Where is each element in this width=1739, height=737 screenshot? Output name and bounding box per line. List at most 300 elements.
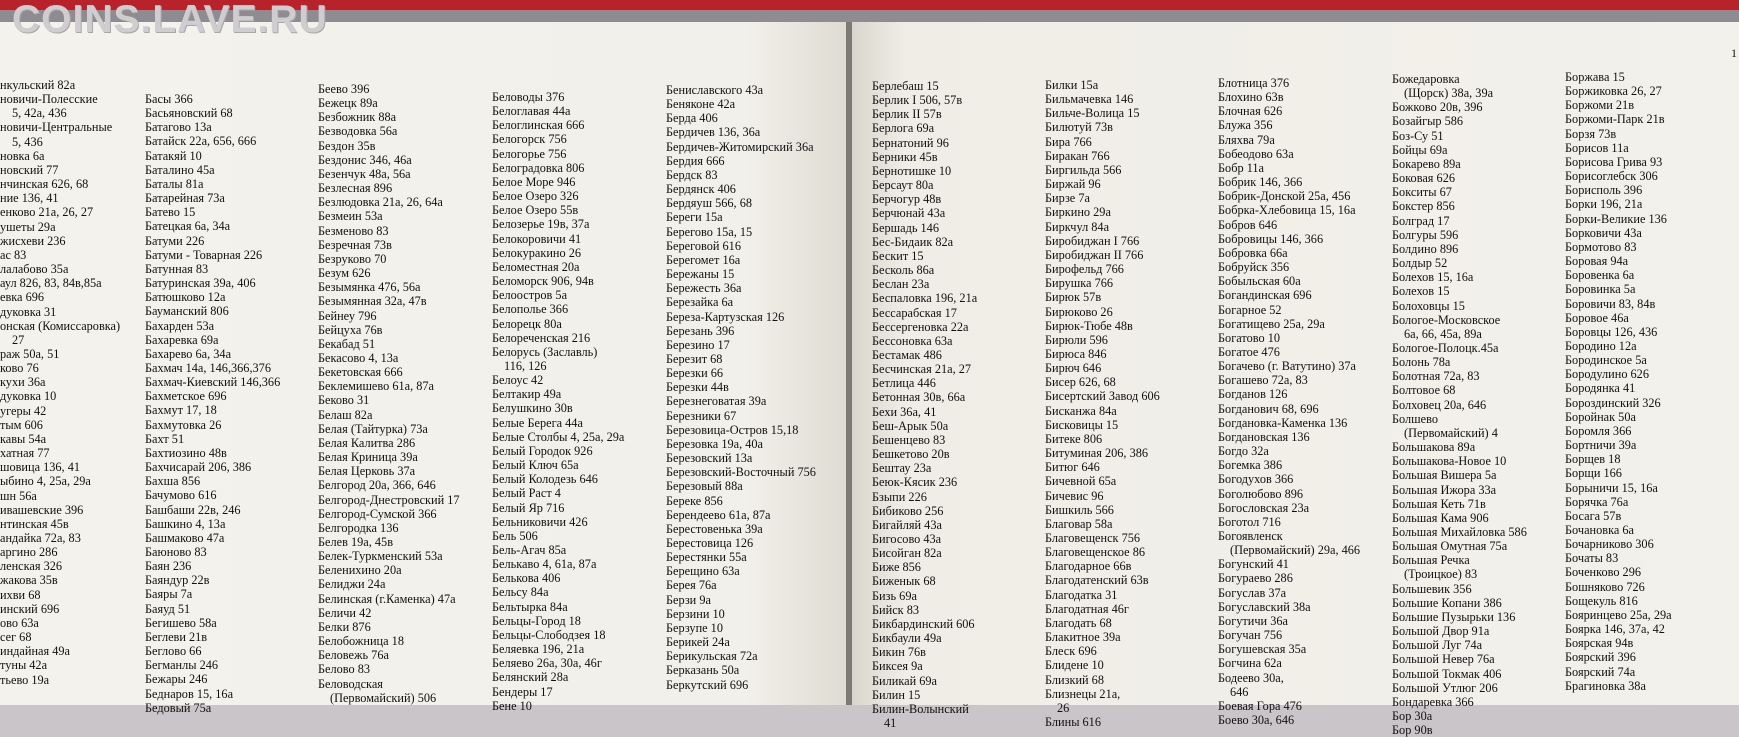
index-entry: Берчогур 48в: [872, 192, 942, 207]
index-column: [0, 78, 120, 687]
index-entry: ово 63а: [0, 615, 39, 630]
index-entry: Безмеин 53а: [318, 209, 383, 224]
index-entry: дуковка 10: [0, 389, 57, 404]
index-entry: (Первомайский) 29а, 466: [1230, 543, 1361, 558]
index-entry: Беево 396: [318, 82, 370, 96]
index-entry: Боровая 94а: [1565, 254, 1629, 269]
index-entry: Бояринцево 25а, 29а: [1565, 607, 1672, 622]
index-entry: Белгородка 136: [318, 520, 399, 535]
index-entry: Бель-Агач 85а: [492, 543, 567, 557]
index-entry: Бейнеу 796: [318, 308, 377, 323]
index-entry: Боромля 366: [1565, 423, 1632, 438]
index-entry: Беломорск 906, 94в: [492, 274, 594, 289]
index-entry: Бзыпи 226: [872, 489, 927, 504]
index-entry: Бескит 15: [872, 248, 924, 263]
index-entry: Батюшково 12а: [145, 290, 226, 305]
index-entry: Бель 506: [492, 528, 538, 543]
index-entry: Беляево 26а, 30а, 46г: [492, 656, 602, 671]
index-entry: Бирзе 7а: [1045, 191, 1090, 206]
index-entry: Березнеговатая 39а: [666, 394, 767, 409]
index-entry: Большакова-Новое 10: [1392, 454, 1507, 469]
index-entry: Белые Берега 44а: [492, 415, 583, 430]
index-entry: 5, 42а, 436: [12, 106, 67, 121]
index-entry: Бегишево 58а: [145, 615, 217, 630]
index-entry: туны 42а: [0, 658, 48, 673]
index-entry: Безлюдовка 21а, 26, 64а: [318, 195, 443, 210]
index-column: [318, 82, 460, 705]
index-entry: Белек-Туркменский 53а: [318, 549, 443, 564]
index-entry: Бездон 35в: [318, 138, 376, 153]
index-entry: Баталино 45а: [145, 162, 215, 177]
index-entry: Бердичев 136, 36а: [666, 125, 761, 140]
index-column: [1392, 72, 1527, 737]
index-entry: Бокситы 67: [1392, 185, 1452, 200]
index-entry: Большая Ижора 33а: [1392, 482, 1497, 497]
index-entry: Белый Колодезь 646: [492, 472, 598, 487]
index-entry: Беличи 42: [318, 605, 372, 620]
index-entry: Биржай 96: [1045, 177, 1101, 192]
index-entry: Богашево 72а, 83: [1218, 373, 1308, 388]
index-entry: инский 696: [0, 601, 60, 616]
index-entry: Баяуд 51: [145, 601, 191, 616]
index-entry: Береза-Картузская 126: [666, 309, 785, 324]
index-entry: Билки 15а: [1045, 78, 1099, 92]
index-entry: Бендеры 17: [492, 684, 553, 699]
index-entry: Берестянки 55а: [666, 550, 747, 565]
index-entry: Берлик II 57в: [872, 107, 942, 122]
index-entry: (Первомайский) 506: [330, 690, 437, 705]
index-entry: Берендеево 61а, 87а: [666, 507, 771, 522]
index-entry: Белогорск 756: [492, 132, 567, 147]
index-entry: Белькова 406: [492, 571, 561, 586]
index-entry: Белоус 42: [492, 373, 544, 388]
index-entry: новичи-Полесские: [0, 92, 98, 107]
index-entry: Безменово 83: [318, 223, 389, 238]
index-entry: Батунная 83: [145, 261, 209, 276]
index-entry: жакова 35в: [0, 573, 58, 588]
index-entry: Батакяй 10: [145, 148, 202, 163]
index-entry: Бийск 83: [872, 602, 920, 617]
index-entry: Биже 856: [872, 560, 921, 575]
index-entry: Березовка 19а, 40а: [666, 436, 763, 451]
index-entry: Болград 17: [1392, 213, 1450, 228]
index-entry: Битеке 806: [1045, 431, 1103, 446]
index-entry: Белокуракино 26: [492, 245, 582, 260]
index-entry: Безводовка 56а: [318, 124, 398, 139]
index-entry: Бляхва 79а: [1218, 132, 1275, 147]
index-entry: Благодатная 46г: [1045, 601, 1129, 616]
index-column: [666, 83, 816, 692]
index-entry: Близкий 68: [1045, 672, 1104, 687]
index-entry: Белый Ключ 65а: [492, 458, 579, 473]
index-entry: Богдановская 136: [1218, 429, 1310, 444]
index-entry: Борки-Великие 136: [1565, 211, 1667, 226]
index-entry: Бережаны 15: [666, 267, 735, 282]
index-column: [1045, 78, 1160, 729]
index-entry: Бобр 11а: [1218, 160, 1264, 175]
index-entry: Белгород-Сумской 366: [318, 506, 437, 521]
index-entry: Берлик I 506, 57в: [872, 93, 963, 108]
index-entry: Бошняково 726: [1565, 579, 1645, 594]
index-entry: Бородино 12а: [1565, 338, 1637, 353]
index-entry: евка 696: [0, 290, 45, 305]
index-entry: Богодухов 366: [1218, 472, 1294, 487]
index-entry: Беспаловка 196, 21а: [872, 291, 978, 306]
index-entry: Бельниковичи 426: [492, 514, 588, 529]
index-entry: Баталы 81а: [145, 176, 204, 191]
index-entry: Богураево 286: [1218, 571, 1293, 586]
index-entry: Боготол 716: [1218, 514, 1281, 529]
index-entry: Бельтырка 84а: [492, 599, 568, 614]
index-entry: новичи-Центральные: [0, 120, 113, 135]
index-entry: Билютуй 73в: [1045, 120, 1113, 135]
index-entry: Боровое 46а: [1565, 310, 1629, 325]
index-entry: Белый Яр 716: [492, 500, 565, 515]
index-entry: Богушевская 35а: [1218, 642, 1307, 657]
index-entry: Болонь 78а: [1392, 355, 1451, 370]
index-entry: Бокстер 856: [1392, 199, 1455, 214]
index-entry: Бира 766: [1045, 134, 1092, 149]
index-entry: Бегманлы 246: [145, 658, 219, 673]
index-entry: Биргильда 566: [1045, 162, 1122, 177]
index-entry: Бороздинский 326: [1565, 395, 1661, 410]
index-entry: Белогорье 756: [492, 146, 567, 161]
index-entry: Болгуры 596: [1392, 227, 1459, 242]
index-entry: Билин-Волынский: [872, 701, 969, 716]
index-entry: Бодеево 30а,: [1218, 670, 1284, 685]
index-entry: Борщев 18: [1565, 452, 1621, 467]
index-entry: Болховец 20а, 646: [1392, 397, 1487, 412]
index-entry: Белушкино 30в: [492, 401, 573, 416]
index-entry: Белорецк 80а: [492, 316, 562, 331]
index-entry: Бернотишке 10: [872, 163, 952, 178]
index-entry: Богемка 386: [1218, 458, 1283, 473]
index-entry: Бирушка 766: [1045, 276, 1114, 291]
index-entry: Бахарево 6а, 34а: [145, 346, 232, 361]
index-entry: Бозайгыр 586: [1392, 114, 1464, 129]
index-entry: Боржава 15: [1565, 70, 1625, 84]
index-entry: Бахмутовка 26: [145, 417, 222, 432]
index-entry: Большакова 89а: [1392, 440, 1476, 455]
index-entry: Бочановка 6а: [1565, 523, 1634, 537]
watermark: COINS.LAVE.RU: [12, 0, 328, 41]
index-entry: Богатое 476: [1218, 344, 1280, 359]
index-entry: Бичевис 96: [1045, 488, 1104, 503]
index-entry: Бисковицы 15: [1045, 417, 1119, 432]
index-entry: Богунский 41: [1218, 557, 1289, 572]
index-entry: ние 136, 41: [0, 191, 59, 206]
index-entry: нтинская 45в: [0, 516, 69, 531]
index-entry: Биркчул 84а: [1045, 219, 1110, 234]
index-entry: Бор 30а: [1392, 709, 1433, 724]
index-entry: Близнецы 21а,: [1045, 686, 1121, 701]
index-entry: Берзупе 10: [666, 620, 723, 635]
index-entry: Божедаровка: [1392, 72, 1460, 86]
index-entry: Берегомет 16а: [666, 252, 741, 267]
index-entry: Бизь 69а: [872, 588, 917, 603]
index-entry: Боржиковка 26, 27: [1565, 84, 1662, 99]
index-entry: Большевик 356: [1392, 581, 1472, 596]
index-entry: Болоховцы 15: [1392, 298, 1465, 313]
index-entry: Бобровка 66а: [1218, 245, 1288, 260]
index-entry: Белоглинская 666: [492, 118, 585, 133]
index-entry: Бершадь 146: [872, 220, 939, 235]
index-entry: Белый Городок 926: [492, 443, 593, 458]
index-entry: Белокоровичи 41: [492, 231, 582, 246]
index-entry: Благодатка 31: [1045, 587, 1118, 602]
index-entry: Бирюк 57в: [1045, 290, 1102, 305]
index-entry: Биракан 766: [1045, 148, 1110, 163]
index-entry: Беклемишево 61а, 87а: [318, 379, 434, 394]
index-entry: Борзя 73в: [1565, 126, 1617, 141]
index-entry: Белев 19а, 45в: [318, 535, 394, 549]
index-entry: Благодатенский 63в: [1045, 573, 1149, 588]
index-entry: Бахтиозино 48в: [145, 445, 227, 460]
index-entry: Бочаты 83: [1565, 551, 1619, 566]
index-entry: Борисова Грива 93: [1565, 154, 1663, 169]
index-entry: Бисер 626, 68: [1045, 375, 1116, 390]
index-entry: Белый Раст 4: [492, 486, 561, 501]
index-entry: Бельсу 84а: [492, 585, 549, 600]
index-entry: Богуславский 38а: [1218, 599, 1311, 614]
index-entry: Бахт 51: [145, 431, 185, 446]
index-entry: Батуринская 39а, 406: [145, 276, 256, 291]
index-entry: Березовский-Восточный 756: [666, 465, 816, 480]
index-entry: Бехи 36а, 41: [872, 404, 937, 419]
index-entry: Бирюково 26: [1045, 304, 1113, 319]
index-entry: Боярский 396: [1565, 650, 1636, 665]
index-entry: Бочарниково 306: [1565, 537, 1654, 552]
index-entry: 6а, 66, 45а, 89а: [1404, 326, 1482, 341]
index-entry: Бердичев-Житомирский 36а: [666, 139, 814, 154]
index-entry: Бощекуль 816: [1565, 593, 1638, 608]
index-entry: Богданов 126: [1218, 387, 1288, 402]
index-entry: Берчюнай 43а: [872, 206, 946, 221]
index-entry: ивашевские 396: [0, 502, 84, 517]
index-entry: Бирофельд 766: [1045, 262, 1124, 277]
index-entry: Блины 616: [1045, 715, 1101, 730]
index-entry: енково 21а, 26, 27: [0, 205, 94, 220]
index-entry: Березит 68: [666, 351, 723, 366]
index-entry: Блакитное 39а: [1045, 630, 1121, 645]
index-entry: Биженык 68: [872, 574, 936, 589]
index-entry: индайная 49а: [0, 644, 70, 659]
index-entry: Богатищево 25а, 29а: [1218, 316, 1325, 331]
index-entry: Блохино 63в: [1218, 90, 1284, 105]
index-entry: Берлебаш 15: [872, 79, 939, 93]
index-entry: Большой Токмак 406: [1392, 666, 1502, 681]
index-entry: Болтовое 68: [1392, 383, 1456, 398]
index-entry: аргино 286: [0, 545, 58, 560]
index-entry: Берестовица 126: [666, 536, 754, 550]
index-entry: Богословская 23а: [1218, 500, 1310, 515]
index-entry: Белая (Тайтурка) 73а: [318, 421, 428, 436]
index-entry: Бахмач 14а, 146,366,376: [145, 360, 271, 375]
index-column: [872, 79, 977, 730]
index-entry: нчинская 626, 68: [0, 177, 89, 192]
index-entry: Берсаут 80а: [872, 178, 934, 193]
index-entry: Борячка 76а: [1565, 494, 1629, 509]
index-entry: Бобыльская 60а: [1218, 274, 1301, 289]
index-entry: Басьяновский 68: [145, 106, 233, 121]
index-entry: Берлога 69а: [872, 121, 935, 136]
index-entry: Богоявленск: [1218, 529, 1283, 543]
index-entry: Боровинка 5а: [1565, 282, 1636, 297]
index-column: [145, 92, 280, 715]
index-entry: Бельцы-Слободзея 18: [492, 627, 606, 642]
index-entry: Бачумово 616: [145, 488, 217, 503]
index-entry: 27: [12, 332, 25, 347]
index-entry: Берикульская 72а: [666, 649, 758, 664]
index-entry: Башкино 4, 13а: [145, 516, 226, 531]
index-entry: Богарное 52: [1218, 302, 1282, 317]
index-entry: Биркино 29а: [1045, 205, 1111, 220]
index-entry: Большой Утлюг 206: [1392, 680, 1498, 695]
index-entry: Боярка 146, 37а, 42: [1565, 622, 1665, 637]
index-entry: аул 826, 83, 84в,85а: [0, 276, 102, 291]
index-entry: Боево 30а, 646: [1218, 713, 1295, 728]
index-entry: Бездонис 346, 46а: [318, 152, 412, 167]
index-entry: Бежары 246: [145, 672, 208, 687]
index-entry: Богдо 32а: [1218, 444, 1269, 459]
index-entry: шовица 136, 41: [0, 460, 81, 475]
index-entry: Басы 366: [145, 92, 193, 106]
index-entry: Бедовый 75а: [145, 700, 212, 715]
index-entry: Богачево (г. Ватутино) 37а: [1218, 359, 1357, 374]
index-entry: Богуслав 37а: [1218, 585, 1287, 600]
index-entry: Блочная 626: [1218, 104, 1283, 119]
index-entry: Березовый 88а: [666, 479, 743, 494]
index-entry: Благовещенск 756: [1045, 531, 1141, 545]
index-entry: Бахмут 17, 18: [145, 403, 217, 418]
index-entry: Боровенка 6а: [1565, 268, 1635, 283]
index-entry: Болехов 15, 16а: [1392, 270, 1474, 285]
index-entry: Белово 83: [318, 662, 371, 677]
index-entry: Блеск 696: [1045, 644, 1097, 659]
index-entry: лалабово 35а: [0, 262, 69, 277]
index-entry: Белоградовка 806: [492, 160, 585, 175]
index-entry: 41: [884, 716, 897, 731]
index-entry: Безенчук 48а, 56а: [318, 166, 411, 181]
index-entry: Борки 196, 21а: [1565, 197, 1643, 212]
index-entry: Бене 10: [492, 698, 532, 713]
index-entry: 116, 126: [504, 358, 547, 373]
index-entry: Беловежь 76а: [318, 648, 389, 663]
index-entry: Белобожница 18: [318, 634, 404, 649]
index-entry: Большой Луг 74а: [1392, 638, 1483, 653]
index-entry: Богатово 10: [1218, 330, 1280, 345]
index-entry: Боз-Су 51: [1392, 128, 1444, 143]
index-entry: Батецкая 6а, 34а: [145, 219, 231, 234]
index-entry: Большая Кеть 71в: [1392, 496, 1486, 511]
index-entry: Баяры 7а: [145, 587, 193, 602]
index-entry: Большая Михайловка 586: [1392, 525, 1527, 539]
index-entry: Биробиджан I 766: [1045, 233, 1140, 248]
index-entry: Бобеодово 63а: [1218, 146, 1294, 161]
index-entry: Белорусь (Заславль): [492, 344, 598, 359]
index-entry: ас 83: [0, 247, 27, 262]
index-entry: Батарейная 73а: [145, 191, 225, 206]
index-entry: 646: [1230, 684, 1249, 699]
index-entry: Белое Море 946: [492, 174, 576, 189]
index-entry: Березки 44в: [666, 380, 729, 395]
index-entry: тым 606: [0, 417, 43, 432]
index-entry: Божково 20в, 396: [1392, 100, 1483, 115]
index-entry: тьево 19а: [0, 672, 50, 687]
index-entry: Бейцуха 76в: [318, 322, 383, 337]
index-entry: Бахаревка 69а: [145, 332, 219, 347]
index-entry: Беково 31: [318, 393, 370, 408]
index-entry: Большая Омутная 75а: [1392, 539, 1508, 554]
index-entry: Большие Пузырьки 136: [1392, 609, 1516, 624]
index-entry: Белополье 366: [492, 302, 569, 317]
index-entry: Битюг 646: [1045, 460, 1100, 475]
index-entry: Боржоми-Парк 21в: [1565, 112, 1665, 127]
index-entry: Бородулино 626: [1565, 367, 1649, 382]
index-entry: Бахарден 53а: [145, 318, 215, 333]
index-entry: Богандинская 696: [1218, 288, 1312, 303]
index-entry: Батуми 226: [145, 233, 205, 248]
index-entry: Берея 76а: [666, 578, 717, 593]
index-entry: Березовский 13а: [666, 451, 753, 466]
index-entry: Бирюч 646: [1045, 361, 1102, 376]
index-entry: Бортничи 39а: [1565, 438, 1637, 453]
index-entry: Боярский 74а: [1565, 664, 1636, 679]
index-entry: Большая Кама 906: [1392, 510, 1489, 525]
index-entry: Бобруйск 356: [1218, 260, 1290, 275]
index-entry: Бойцы 69а: [1392, 142, 1448, 157]
index-entry: Благовещенское 86: [1045, 545, 1146, 560]
index-entry: Берказань 50а: [666, 663, 740, 678]
index-entry: Босага 57в: [1565, 508, 1622, 523]
index-entry: Берегово 15а, 15: [666, 224, 753, 239]
index-entry: Боченково 296: [1565, 565, 1642, 580]
index-entry: Бекабад 51: [318, 336, 376, 351]
index-entry: Батуми - Товарная 226: [145, 247, 263, 262]
index-entry: Берники 45в: [872, 149, 938, 164]
index-entry: Блужа 356: [1218, 118, 1273, 133]
index-entry: Биксея 9а: [872, 659, 923, 674]
index-entry: Березино 17: [666, 337, 730, 352]
index-entry: Бахчисарай 206, 386: [145, 460, 252, 475]
index-entry: (Троицкое) 83: [1404, 567, 1478, 582]
index-entry: Бештау 23а: [872, 461, 932, 476]
index-entry: Берзи 9а: [666, 592, 711, 607]
index-entry: Бесчинская 21а, 27: [872, 362, 972, 377]
index-entry: Белоостров 5а: [492, 288, 568, 303]
index-entry: Богутичи 36а: [1218, 613, 1288, 628]
page-number: 1: [1731, 46, 1737, 60]
index-entry: Батагово 13а: [145, 120, 212, 135]
index-entry: Белая Калитва 286: [318, 435, 416, 450]
index-entry: Бетлица 446: [872, 376, 936, 391]
index-entry: 5, 436: [12, 134, 43, 149]
index-entry: Беловодская: [318, 676, 383, 691]
index-entry: Белиджи 24а: [318, 577, 386, 592]
index-entry: Благодарное 66в: [1045, 559, 1132, 574]
index-entry: Безымянка 476, 56а: [318, 280, 421, 295]
index-entry: новский 77: [0, 162, 59, 177]
index-entry: Беняконе 42а: [666, 97, 736, 112]
index-entry: Бестамак 486: [872, 347, 942, 362]
index-entry: Брагиновка 38а: [1565, 678, 1646, 693]
index-entry: Блотница 376: [1218, 76, 1290, 90]
index-entry: Берещино 63а: [666, 564, 740, 579]
index-entry: Боярская 94в: [1565, 636, 1634, 651]
index-entry: андайка 72а, 83: [0, 531, 81, 545]
index-entry: Белгород-Днестровский 17: [318, 492, 460, 507]
index-entry: Боржоми 21в: [1565, 98, 1635, 113]
